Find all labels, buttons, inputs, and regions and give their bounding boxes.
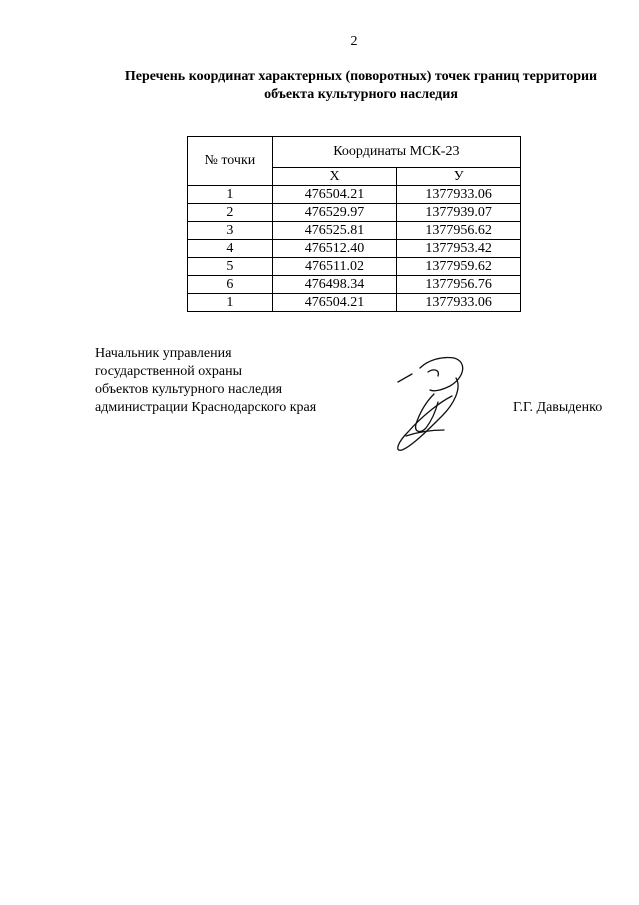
table-row: [188, 276, 521, 294]
cell-point: 1: [188, 294, 273, 312]
table-row: [188, 294, 521, 312]
document-title: [95, 68, 627, 104]
header-y: У: [397, 168, 521, 186]
table-row: [188, 222, 521, 240]
table-header-row: [188, 137, 521, 168]
cell-y: 1377933.06: [397, 186, 521, 204]
cell-x: 476525.81: [272, 222, 397, 240]
cell-x: 476511.02: [272, 258, 397, 276]
cell-y: 1377939.07: [397, 204, 521, 222]
table-row: [188, 258, 521, 276]
header-point-number: № точки: [188, 137, 273, 186]
signer-line-3: объектов культурного наследия: [95, 382, 283, 397]
table-row: [188, 186, 521, 204]
page-number: 2: [350, 34, 358, 49]
title-line-1: Перечень координат характерных (поворотных) точек границ территории: [124, 69, 598, 84]
header-x: X: [272, 168, 397, 186]
header-coordinates: Координаты МСК-23: [272, 137, 520, 168]
handwritten-signature-icon: [368, 350, 488, 455]
signer-line-1: Начальник управления: [95, 346, 232, 361]
cell-y: 1377959.62: [397, 258, 521, 276]
cell-y: 1377956.76: [397, 276, 521, 294]
cell-y: 1377956.62: [397, 222, 521, 240]
signer-name: Г.Г. Давыденко: [513, 400, 603, 415]
table-row: [188, 204, 521, 222]
cell-point: 6: [188, 276, 273, 294]
cell-y: 1377933.06: [397, 294, 521, 312]
cell-point: 4: [188, 240, 273, 258]
signer-line-4: администрации Краснодарского края: [95, 400, 317, 415]
signer-position: [95, 345, 316, 417]
table-row: [188, 240, 521, 258]
title-line-2: объекта культурного наследия: [264, 87, 458, 102]
cell-x: 476498.34: [272, 276, 397, 294]
cell-point: 3: [188, 222, 273, 240]
cell-x: 476504.21: [272, 186, 397, 204]
cell-point: 1: [188, 186, 273, 204]
cell-point: 2: [188, 204, 273, 222]
cell-x: 476512.40: [272, 240, 397, 258]
cell-y: 1377953.42: [397, 240, 521, 258]
coordinates-table: [187, 136, 521, 312]
signer-line-2: государственной охраны: [95, 364, 243, 379]
cell-point: 5: [188, 258, 273, 276]
cell-x: 476529.97: [272, 204, 397, 222]
cell-x: 476504.21: [272, 294, 397, 312]
